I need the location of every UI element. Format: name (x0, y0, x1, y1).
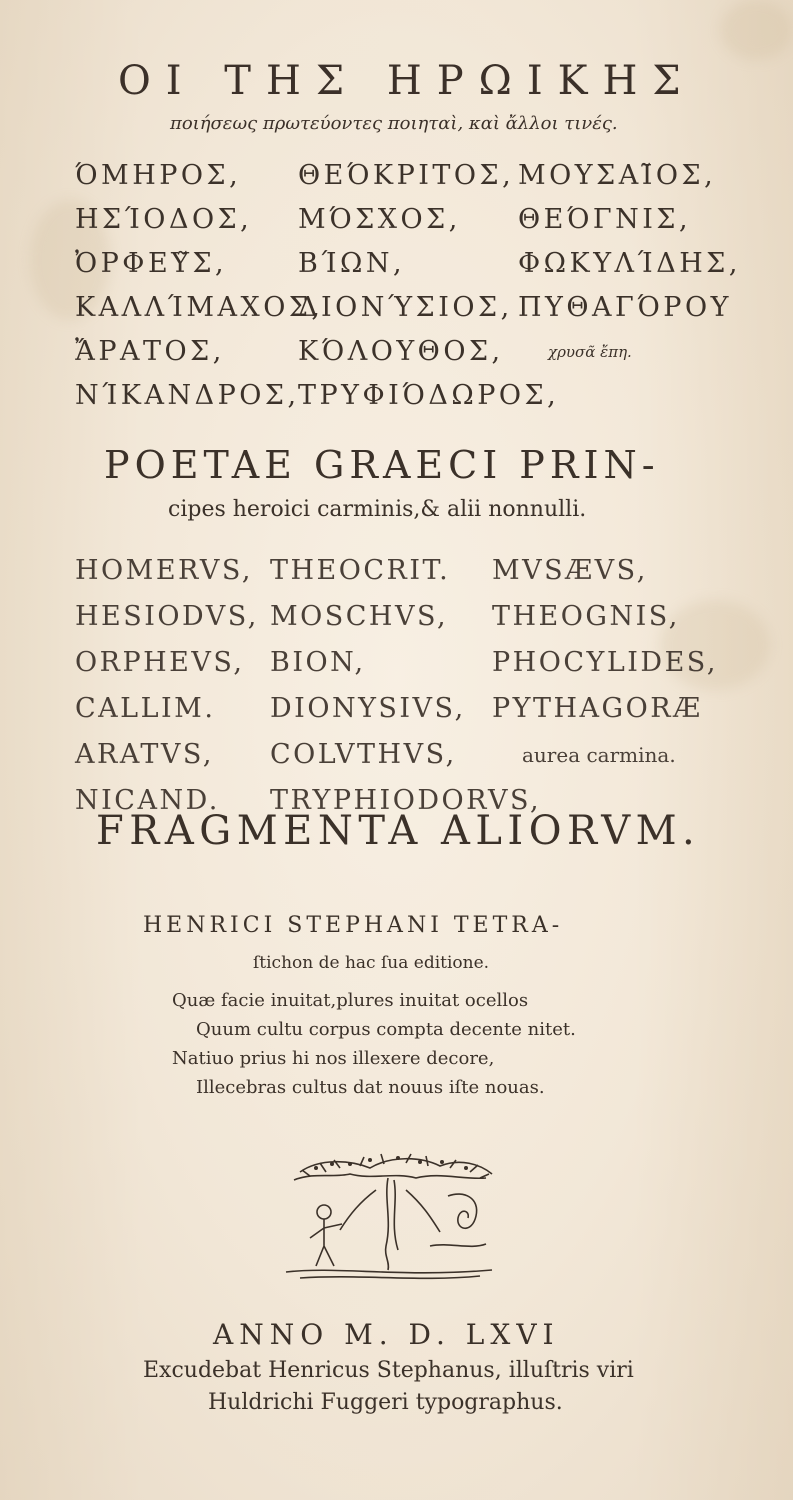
latin-author: COLVTHVS, (270, 739, 457, 770)
greek-author: ΠΥΘΑΓΌΡΟΥ (518, 292, 732, 323)
greek-author: ΜΌΣΧΟΣ, (298, 204, 461, 235)
imprint-line: Huldrichi Fuggeri typographus. (208, 1390, 563, 1415)
greek-author: ΤΡΥΦΙΌΔΩΡΟΣ, (298, 380, 560, 411)
latin-author: PHOCYLIDES, (492, 647, 718, 678)
latin-author: DIONYSIVS, (270, 693, 466, 724)
verse-line: Quum cultu corpus compta decente nitet. (196, 1019, 576, 1040)
latin-author: MVSÆVS, (492, 555, 648, 586)
verse-line: Quæ facie inuitat,plures inuitat ocellos (172, 990, 529, 1011)
anno-date: ANNO M. D. LXVI (213, 1318, 560, 1351)
imprint-line: Excudebat Henricus Stephanus, illuſtris viri (143, 1358, 634, 1383)
greek-author: ἌΡΑΤΟΣ, (75, 336, 225, 367)
greek-authors-column-3 (518, 154, 741, 418)
greek-author: ΚΌΛΟΥΘΟΣ, (298, 336, 504, 367)
latin-title: POETAE GRAECI PRIN- (104, 443, 660, 487)
paper-stain (720, 0, 793, 60)
greek-author: ΘΕΌΓΝΙΣ, (518, 204, 692, 235)
latin-author-note: aurea carmina. (522, 743, 676, 767)
latin-authors-column-1 (75, 548, 259, 824)
fragmenta-heading: FRAGMENTA ALIORVM. (96, 808, 701, 854)
latin-author: THEOGNIS, (492, 601, 680, 632)
latin-author: HESIODVS, (75, 601, 259, 632)
henrici-subheading: ſtichon de hac ſua editione. (253, 953, 490, 973)
greek-author: ΒΊΩΝ, (298, 248, 406, 279)
greek-heading: ΟΙ ΤΗΣ ΗΡΩΙΚΗΣ (118, 58, 696, 104)
greek-author (518, 374, 741, 418)
greek-author: ΜΟΥΣΑΙ̃ΟΣ, (518, 160, 717, 191)
latin-author: NICAND. (75, 785, 220, 816)
latin-author: MOSCHVS, (270, 601, 449, 632)
latin-author: CALLIM. (75, 693, 216, 724)
greek-author: ΘΕΌΚΡΙΤΟΣ, (298, 160, 515, 191)
latin-author: ARATVS, (75, 739, 214, 770)
latin-subtitle: cipes heroici carminis,& alii nonnulli. (168, 497, 587, 522)
greek-author: ΦΩΚΥΛΊΔΗΣ, (518, 248, 741, 279)
greek-author: ΔΙΟΝΎΣΙΟΣ, (298, 292, 513, 323)
latin-author: TRYPHIODORVS, (270, 785, 542, 816)
printers-device-emblem (280, 1150, 498, 1282)
latin-author: BION, (270, 647, 366, 678)
latin-authors-column-3 (492, 548, 718, 824)
latin-author: THEOCRIT. (270, 555, 451, 586)
verse-line: Natiuo prius hi nos illexere decore, (172, 1048, 495, 1069)
latin-author: HOMERVS, (75, 555, 254, 586)
greek-author: ὈΡΦΕΥ̃Σ, (75, 248, 228, 279)
greek-author-note: χρυσᾶ ἔπη. (548, 343, 632, 361)
greek-subheading: ποιήσεως πρωτεύοντες ποιηταὶ, καὶ ἄλλοι τινές. (170, 113, 618, 134)
greek-authors-column-1 (75, 154, 324, 418)
greek-author: ΚΑΛΛΊΜΑΧΟΣ, (75, 292, 324, 323)
latin-author: ORPHEVS, (75, 647, 245, 678)
latin-author: PYTHAGORÆ (492, 693, 703, 724)
greek-author: ΌΜΗΡΟΣ, (75, 160, 242, 191)
greek-author: ΗΣΊΟΔΟΣ, (75, 204, 253, 235)
henrici-heading: HENRICI STEPHANI TETRA- (143, 913, 564, 938)
greek-author: ΝΊΚΑΝΔΡΟΣ, (75, 380, 300, 411)
verse-line: Illecebras cultus dat nouus iſte nouas. (196, 1077, 545, 1098)
